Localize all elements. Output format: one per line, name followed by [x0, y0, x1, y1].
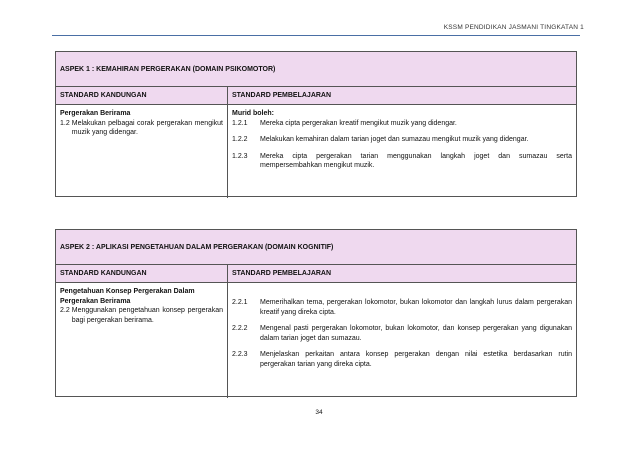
- item-number: 1.2.2: [232, 136, 248, 144]
- kandungan-text: Melakukan pelbagai corak pergerakan mengikut muzik yang didengar.: [71, 119, 223, 137]
- kandungan-number: 2.2: [60, 307, 70, 315]
- aspek-1-title: ASPEK 1 : KEMAHIRAN PERGERAKAN (DOMAIN PSIKOMOTOR): [56, 52, 576, 87]
- item-text: Menjelaskan perkaitan antara konsep pergerakan dengan nilai estetika berdasarkan rutin pergerakan tarian yang direka cipta.: [260, 351, 572, 368]
- pembelajaran-item: [232, 324, 572, 343]
- aspek-1-table: [55, 51, 577, 197]
- pembelajaran-item: [232, 135, 572, 145]
- pembelajaran-item: [232, 350, 572, 369]
- kandungan-item: [60, 119, 223, 138]
- standard-pembelajaran-cell: [228, 283, 576, 398]
- item-number: 2.2.1: [232, 299, 248, 306]
- kandungan-item: [60, 306, 223, 325]
- aspek-1-column-headers: [56, 87, 576, 105]
- item-number: 2.2.3: [232, 351, 248, 359]
- item-number: 1.2.1: [232, 119, 248, 127]
- kandungan-text: Menggunakan pengetahuan konsep pergerakan bagi pergerakan berirama.: [71, 307, 223, 324]
- aspek-2-table: [55, 229, 577, 397]
- kandungan-title: Pengetahuan Konsep Pergerakan Dalam Pergerakan Berirama: [60, 288, 195, 305]
- kandungan-title: Pergerakan Berirama: [60, 110, 131, 117]
- header-rule: [52, 35, 580, 36]
- aspek-1-body: [56, 105, 576, 198]
- aspek-2-column-headers: [56, 265, 576, 283]
- item-number: 1.2.3: [232, 152, 248, 160]
- column-header-pembelajaran: STANDARD PEMBELAJARAN: [232, 270, 332, 277]
- item-text: Mereka cipta pergerakan kreatif mengikut muzik yang didengar.: [260, 119, 457, 127]
- item-number: 2.2.2: [232, 325, 248, 333]
- aspek-2-body: [56, 283, 576, 398]
- item-text: Memerihalkan tema, pergerakan lokomotor, bukan lokomotor dan langkah lurus dalam pergerakan kreatif yang direka cipta.: [260, 299, 572, 316]
- standard-kandungan-cell: [56, 283, 228, 398]
- column-header-kandungan: STANDARD KANDUNGAN: [56, 87, 228, 104]
- pembelajaran-item: [232, 119, 572, 129]
- aspek-2-title: ASPEK 2 : APLIKASI PENGETAHUAN DALAM PERGERAKAN (DOMAIN KOGNITIF): [56, 230, 576, 265]
- kandungan-number: 1.2: [60, 119, 70, 127]
- item-text: Mereka cipta pergerakan tarian menggunakan langkah joget dan sumazau serta mempersembahkan mengikut muzik.: [260, 152, 572, 170]
- pembelajaran-item: [232, 152, 572, 171]
- murid-boleh-label: Murid boleh:: [232, 110, 274, 117]
- standard-kandungan-cell: [56, 105, 228, 198]
- standard-pembelajaran-cell: [228, 105, 576, 198]
- document-header: KSSM PENDIDIKAN JASMANI TINGKATAN 1: [443, 24, 584, 31]
- column-header-pembelajaran: STANDARD PEMBELAJARAN: [232, 92, 332, 99]
- pembelajaran-item: [232, 298, 572, 317]
- page-number: 34: [315, 409, 323, 416]
- item-text: Melakukan kemahiran dalam tarian joget dan sumazau mengikut muzik yang didengar.: [260, 136, 529, 144]
- column-header-kandungan: STANDARD KANDUNGAN: [56, 265, 228, 282]
- item-text: Mengenal pasti pergerakan lokomotor, bukan lokomotor, dan konsep pergerakan yang digunakan dalam tarian joget dan sumazau.: [260, 325, 572, 342]
